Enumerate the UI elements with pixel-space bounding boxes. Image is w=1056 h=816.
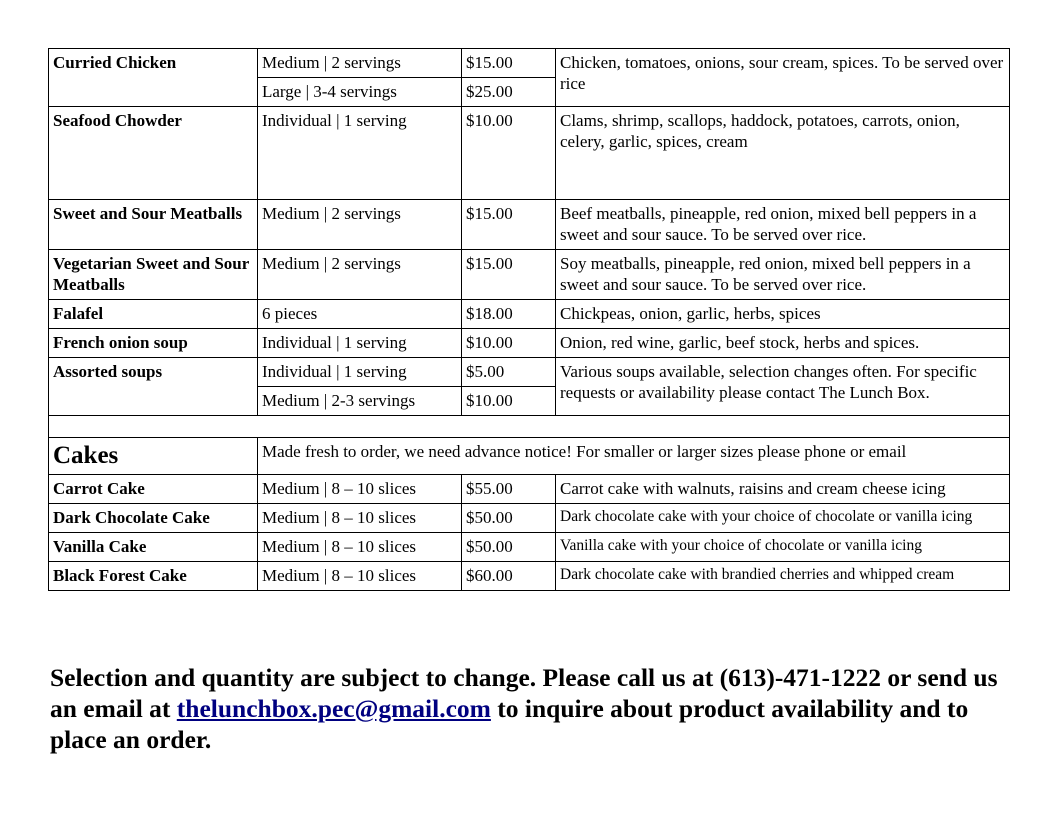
item-description: Carrot cake with walnuts, raisins and cream cheese icing [556,475,1010,504]
item-size: Individual | 1 serving [258,329,462,358]
item-price: $25.00 [462,78,556,107]
footer-text-before: Selection and quantity are subject to change. Please call us at (613)-471-1222 or send us an email at [50,663,998,723]
item-size: 6 pieces [258,300,462,329]
menu-row-sweet-sour-meatballs [49,200,1010,250]
item-price: $5.00 [462,358,556,387]
item-description: Clams, shrimp, scallops, haddock, potatoes, carrots, onion, celery, garlic, spices, cream [556,107,1010,200]
item-size: Medium | 8 – 10 slices [258,475,462,504]
menu-row-vanilla-cake [49,533,1010,562]
item-size: Individual | 1 serving [258,107,462,200]
item-name: Vegetarian Sweet and Sour Meatballs [49,250,258,300]
item-price: $15.00 [462,49,556,78]
item-size: Medium | 2 servings [258,200,462,250]
item-name: Sweet and Sour Meatballs [49,200,258,250]
item-name: Falafel [49,300,258,329]
item-name: Seafood Chowder [49,107,258,200]
menu-row-falafel [49,300,1010,329]
item-price: $10.00 [462,387,556,416]
item-size: Medium | 8 – 10 slices [258,504,462,533]
order-info-footer [50,662,1030,755]
item-name: French onion soup [49,329,258,358]
item-price: $50.00 [462,533,556,562]
menu-table [48,48,1010,591]
item-size: Medium | 2 servings [258,49,462,78]
item-size: Medium | 2 servings [258,250,462,300]
item-price: $10.00 [462,329,556,358]
item-description: Dark chocolate cake with your choice of chocolate or vanilla icing [556,504,1010,533]
menu-row-assorted-soups [49,358,1010,387]
menu-row-dark-chocolate-cake [49,504,1010,533]
spacer-cell [49,416,1010,438]
item-description: Various soups available, selection changes often. For specific requests or availability please contact The Lunch Box. [556,358,1010,416]
item-description: Dark chocolate cake with brandied cherries and whipped cream [556,562,1010,591]
item-name: Vanilla Cake [49,533,258,562]
item-description: Chicken, tomatoes, onions, sour cream, spices. To be served over rice [556,49,1010,107]
item-name: Dark Chocolate Cake [49,504,258,533]
item-size: Medium | 8 – 10 slices [258,562,462,591]
item-name: Assorted soups [49,358,258,416]
email-link[interactable]: thelunchbox.pec@gmail.com [176,694,491,723]
menu-row-carrot-cake [49,475,1010,504]
cakes-note: Made fresh to order, we need advance notice! For smaller or larger sizes please phone or email [258,438,1010,475]
item-price: $15.00 [462,250,556,300]
item-name: Black Forest Cake [49,562,258,591]
menu-row-black-forest-cake [49,562,1010,591]
item-description: Vanilla cake with your choice of chocolate or vanilla icing [556,533,1010,562]
item-size: Large | 3-4 servings [258,78,462,107]
item-price: $60.00 [462,562,556,591]
menu-row-french-onion-soup [49,329,1010,358]
item-name: Curried Chicken [49,49,258,107]
menu-row-seafood-chowder [49,107,1010,200]
item-price: $50.00 [462,504,556,533]
menu-row-vegetarian-meatballs [49,250,1010,300]
item-description: Beef meatballs, pineapple, red onion, mixed bell peppers in a sweet and sour sauce. To be served over rice. [556,200,1010,250]
item-price: $10.00 [462,107,556,200]
item-description: Onion, red wine, garlic, beef stock, herbs and spices. [556,329,1010,358]
spacer-row [49,416,1010,438]
item-size: Medium | 8 – 10 slices [258,533,462,562]
footer-text-after: to inquire about product availability and to place an order. [50,694,969,754]
item-size: Individual | 1 serving [258,358,462,387]
item-price: $15.00 [462,200,556,250]
cakes-heading: Cakes [49,438,258,475]
item-size: Medium | 2-3 servings [258,387,462,416]
item-price: $55.00 [462,475,556,504]
item-description: Chickpeas, onion, garlic, herbs, spices [556,300,1010,329]
item-name: Carrot Cake [49,475,258,504]
menu-row-curried-chicken [49,49,1010,78]
item-price: $18.00 [462,300,556,329]
item-description: Soy meatballs, pineapple, red onion, mixed bell peppers in a sweet and sour sauce. To be served over rice. [556,250,1010,300]
cakes-header-row [49,438,1010,475]
